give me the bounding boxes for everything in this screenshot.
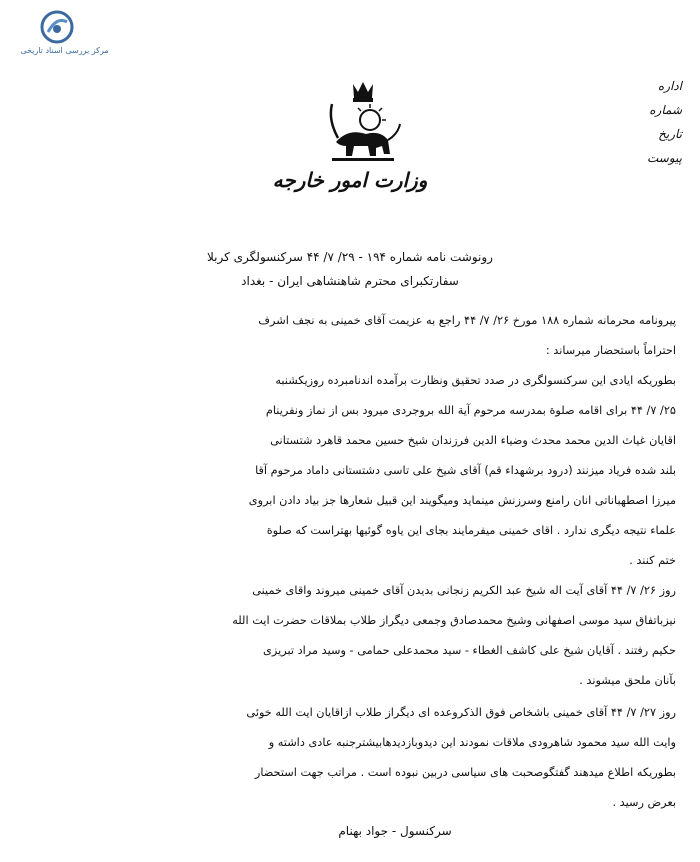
ministry-title: وزارت امور خارجه (272, 168, 428, 192)
body-line: بطوریکه اطلاع میدهند گفتگوصحبت های سیاسی دربین نبوده است . مراتب جهت استحضار (254, 766, 676, 779)
lion-and-sun-crown-emblem-icon (318, 80, 408, 165)
body-line: بعرض رسید . (612, 796, 676, 809)
body-line: پیرونامه محرمانه شماره ۱۸۸ مورخ ۲۶/ ۷/ ۴۴ راجع به عزیمت آقای خمینی به نجف اشرف (258, 314, 676, 327)
reference-line: رونوشت نامه شماره ۱۹۴ - ۲۹/ ۷/ ۴۴ سرکنسولگری کربلا (207, 250, 493, 264)
archive-watermark (12, 10, 117, 62)
body-line: میرزا اصطهباناتی انان رامنع وسرزنش مینماید ومیگویند این قبیل شعارها جز بیاد دادن ابروی (248, 494, 676, 507)
body-line: نیزباتفاق سید موسی اصفهانی وشیخ محمدصادق وجمعی دیگراز طلاب بملاقات حضرت ایت الله (232, 614, 676, 627)
body-line: بآنان ملحق میشوند . (579, 674, 676, 687)
recipient-line: سفارتکبرای محترم شاهنشاهی ایران - بغداد (241, 274, 459, 288)
field-attachment-label: پیوست (647, 151, 682, 165)
body-line: حکیم رفتند . آقایان شیخ علی کاشف الغطاء - سید محمدعلی حمامی - وسید مراد تبریزی (263, 644, 676, 657)
body-line: روز ۲۷/ ۷/ ۴۴ آقای خمینی باشخاص فوق الذکروعده ای دیگراز طلاب ازاقایان ایت الله خوئی (246, 706, 676, 719)
body-line: ختم کنند . (629, 554, 676, 567)
letterhead-fields (642, 74, 682, 170)
body-line: بطوریکه ایادی این سرکنسولگری در صدد تحقیق ونظارت برآمده اندنامبرده روزیکشنبه (275, 374, 676, 387)
body-line: وایت الله سید محمود شاهرودی ملاقات نمودند این دیدوبازدیدهابیشترجنبه عادی داشته و (268, 736, 676, 749)
body-line: اقایان غیاث الدین محمد محدث وضیاء الدین فرزندان شیخ حسین محمد قاهرد شتستانی (270, 434, 676, 447)
field-date-label: تاریخ (658, 127, 682, 141)
letter-body (100, 306, 676, 818)
body-line: احتراماً باستحضار میرساند : (545, 344, 676, 357)
body-line: ۲۵/ ۷/ ۴۴ برای اقامه صلوة بمدرسه مرحوم آیة الله بروجردی میرود بس از نماز ونفرینام (265, 404, 676, 417)
body-line: بلند شده فریاد میزنند (درود برشهداء قم) آقای شیخ علی تاسی دشتستانی داماد مرحوم آقا (255, 464, 676, 477)
body-line: علماء نتیجه دیگری ندارد . اقای خمینی میفرمایند بجای این یاوه گوئیها بهتراست که صلوة (266, 524, 676, 537)
archive-caption: مرکز بررسی اسناد تاریخی (20, 46, 109, 55)
archive-center-logo-icon (40, 10, 74, 44)
field-number-label: شماره (649, 103, 682, 117)
signature-line: سرکنسول - جواد بهنام (338, 824, 452, 838)
body-line: روز ۲۶/ ۷/ ۴۴ آقای آیت اله شیخ عبد الکریم زنجانی بدیدن آقای خمینی میروند واقای خمینی (252, 584, 676, 597)
field-office-label: اداره (657, 79, 682, 93)
